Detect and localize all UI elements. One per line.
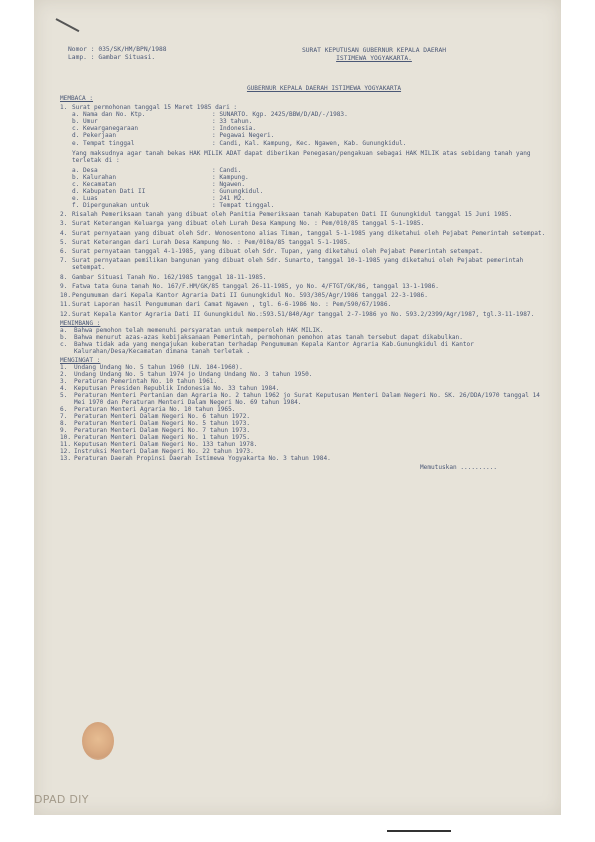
mengingat-item: 8. Peraturan Menteri Dalam Negeri No. 5 tahun 1973.: [60, 420, 251, 428]
land-row: a. Desa : Candi.: [72, 166, 242, 174]
membaca-item: 4. Surat pernyataan yang dibuat oleh Sdr. Wonosentono alias Timan, tanggal 5-1-1985 yang diketahui oleh Pejabat Pemerintah setempat.: [60, 229, 546, 237]
mengingat-item: 13. Peraturan Daerah Propinsi Daerah Istimewa Yogyakarta No. 3 tahun 1984.: [60, 455, 331, 463]
mengingat-item: 2. Undang Undang No. 5 tahun 1974 jo Undang Undang No. 3 tahun 1950.: [60, 370, 313, 378]
membaca-item: 11. Surat Laporan hasil Pengumuman dari Camat Ngawen , tgl. 6-6-1986 No. : Pem/590/67/1986.: [60, 301, 392, 309]
pen-mark: [56, 18, 80, 32]
decree-heading-line1: SURAT KEPUTUSAN GUBERNUR KEPALA DAERAH: [301, 47, 447, 54]
land-row: f. Dipergunakan untuk : Tempat tinggal.: [72, 201, 275, 209]
mengingat-item: 3. Peraturan Pemerintah No. 10 tahun 1961.: [60, 377, 218, 385]
footer-rule: [387, 830, 451, 832]
item-text: Surat permohonan tanggal 15 Maret 1985 dari :: [72, 104, 238, 112]
menimbang-label: MENIMBANG :: [60, 319, 101, 327]
mengingat-item: 9. Peraturan Menteri Dalam Negeri No. 7 tahun 1973.: [60, 427, 251, 435]
menimbang-item: a. Bahwa pemohon telah memenuhi persyaratan untuk memperoleh HAK MILIK.: [60, 326, 324, 334]
menimbang-item: b. Bahwa menurut azas-azas kebijaksanaan Pemerintah, permohonan pemohon atas tanah tersebut dapat dikabulkan.: [60, 333, 463, 341]
official-seal-stamp: [82, 722, 114, 760]
mengingat-label: MENGINGAT :: [60, 356, 101, 364]
applicant-row: d. Pekerjaan : Pegawai Negeri.: [72, 132, 275, 140]
request-paragraph: Yang maksudnya agar tanah bekas HAK MILIK ADAT dapat diberikan Penegasan/pengakuan sebagai HAK MILIK atas sebidang tanah yang terletak di :: [72, 149, 531, 164]
letter-reference: [68, 46, 167, 63]
membaca-label: MEMBACA :: [60, 95, 94, 103]
land-row: d. Kabupaten Dati II : Gunungkidul.: [72, 187, 264, 195]
applicant-details: [72, 111, 548, 146]
membaca-item: 12. Surat Kepala Kantor Agraria Dati II Gunungkidul No.:593.51/840/Agr tanggal 2-7-1986 yo No. 593.2/2399/Agr/1987, tgl.3-11-1987.: [60, 310, 535, 318]
page-title: GUBERNUR KEPALA DAERAH ISTIMEWA YOGYAKARTA: [246, 85, 402, 92]
membaca-item: 2. Risalah Pemeriksaan tanah yang dibuat oleh Panitia Pemeriksaan tanah Kabupaten Dati II Gunungkidul tanggal 15 Juni 1985.: [60, 211, 513, 219]
mengingat-item: 5. Peraturan Menteri Pertanian dan Agraria No. 2 tahun 1962 jo Surat Keputusan Menteri Dalam Negeri No. SK. 26/DDA/1970 tanggal 14 Mei 1970 dan Peraturan Menteri Dalam Negeri No. 69 tahun 1984.: [60, 392, 540, 407]
mengingat-item: 10. Peraturan Menteri Dalam Negeri No. 1 tahun 1975.: [60, 434, 251, 442]
membaca-item: 9. Fatwa tata Guna tanah No. 167/F.HM/GK/85 tanggal 26-11-1985, yo No. 4/FTGT/GK/86, tanggal 13-1-1986.: [60, 282, 439, 290]
land-row: b. Kalurahan : Kampung.: [72, 173, 249, 181]
membaca-item: 6. Surat pernyataan tanggal 4-1-1985, yang dibuat oleh Sdr. Tupan, yang diketahui oleh Pejabat Pemerintah setempat.: [60, 248, 483, 256]
applicant-row: e. Tempat tinggal : Candi, Kal. Kampung, Kec. Ngawen, Kab. Gunungkidul.: [72, 139, 407, 147]
membaca-item: 8. Gambar Situasi Tanah No. 162/1985 tanggal 18-11-1985.: [60, 273, 267, 281]
membaca-item: 7. Surat pernyataan pemilikan bangunan yang dibuat oleh Sdr. Sunarto, tanggal 10-1-1985 yang diketahui oleh Pejabat pemerintah setempat.: [60, 257, 524, 272]
land-row: c. Kecamatan : Ngawen.: [72, 180, 246, 188]
nomor-line: Nomor : 035/SK/HM/BPN/1988: [68, 46, 167, 53]
applicant-row: b. Umur : 33 tahun.: [72, 118, 253, 126]
decree-heading: [299, 47, 449, 64]
menimbang-item: c. Bahwa tidak ada yang mengajukan keberatan terhadap Pengumuman Kepala Kantor Agraria Kab.Gunungkidul di Kantor Kalurahan/Desa/Kecamatan dimana tanah terletak .: [60, 340, 474, 355]
membaca-item: 5. Surat Keterangan dari Lurah Desa Kampung No. : Pem/010a/85 tanggal 5-1-1985.: [60, 238, 351, 246]
mengingat-item: 1. Undang Undang No. 5 tahun 1960 (LN. 104-1960).: [60, 363, 243, 371]
applicant-row: c. Kewarganegaraan : Indonesia.: [72, 125, 257, 133]
membaca-item: 10. Pengumuman dari Kepala Kantor Agraria Dati II Gunungkidul No. 593/305/Agr/1986 tanggal 22-3-1986.: [60, 292, 428, 300]
membaca-item: 3. Surat Keterangan Keluarga yang dibuat oleh Lurah Desa Kampung No. : Pem/010/85 tanggal 5-1-1985.: [60, 220, 425, 228]
item-number: 1.: [60, 104, 68, 112]
membaca-item: [60, 104, 548, 111]
lampiran-line: Lamp. : Gambar Situasi.: [68, 54, 156, 62]
mengingat-item: 12. Instruksi Menteri Dalam Negeri No. 22 tahun 1973.: [60, 448, 254, 456]
continuation-note: Memutuskan ..........: [420, 463, 498, 471]
land-row: e. Luas : 241 M2.: [72, 194, 246, 202]
archive-watermark: DPAD DIY: [34, 793, 89, 806]
mengingat-item: 4. Keputusan Presiden Republik Indonesia No. 33 tahun 1984.: [60, 384, 280, 392]
decree-heading-line2: ISTIMEWA YOGYAKARTA.: [336, 55, 412, 63]
mengingat-item: 11. Keputusan Menteri Dalam Negeri No. 133 tahun 1978.: [60, 441, 258, 449]
land-details: [72, 167, 548, 209]
decree-body: [60, 85, 548, 471]
scanned-page: [34, 0, 561, 815]
applicant-row: a. Nama dan No. Ktp. : SUNARTO. Kgp. 2425/BBW/D/AD/-/1983.: [72, 111, 348, 119]
mengingat-item: 6. Peraturan Menteri Agraria No. 10 tahun 1965.: [60, 406, 236, 414]
mengingat-item: 7. Peraturan Menteri Dalam Negeri No. 6 tahun 1972.: [60, 413, 251, 421]
